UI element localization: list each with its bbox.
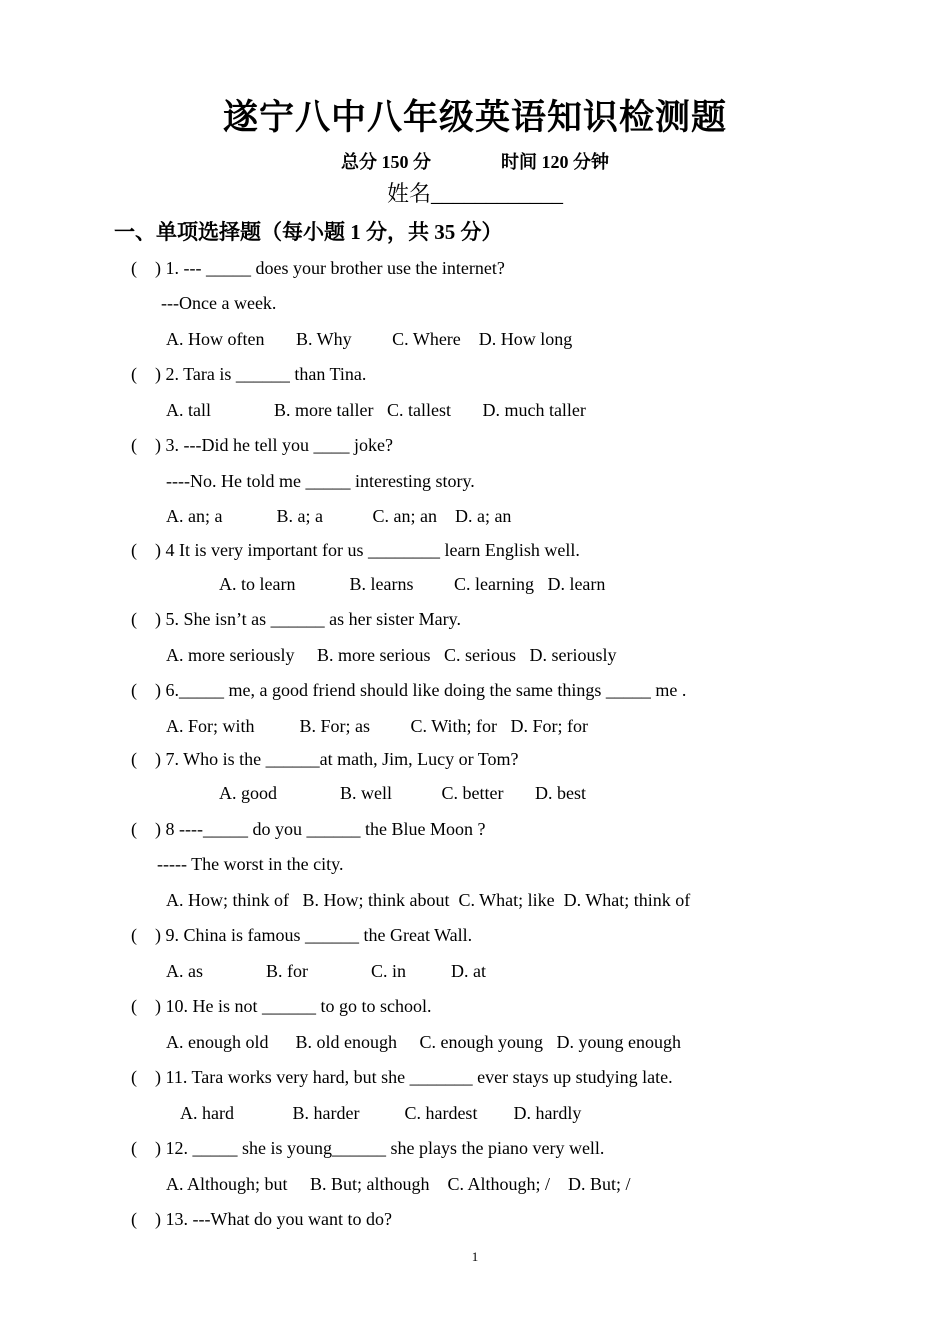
question-5-options: A. more seriously B. more serious C. serious D. seriously <box>166 645 617 665</box>
section-heading: 一、单项选择题（每小题 1 分，共 35 分） <box>114 220 503 244</box>
question-9-options: A. as B. for C. in D. at <box>166 961 486 981</box>
question-2-options: A. tall B. more taller C. tallest D. much taller <box>166 400 586 420</box>
question-3-stem: ( ) 3. ---Did he tell you ____ joke? <box>131 435 393 455</box>
exam-time: 时间 120 分钟 <box>501 152 609 172</box>
question-5-stem: ( ) 5. She isn’t as ______ as her sister Mary. <box>131 609 461 629</box>
question-11-stem: ( ) 11. Tara works very hard, but she _______ ever stays up studying late. <box>131 1067 673 1087</box>
exam-info <box>0 148 950 174</box>
question-10-stem: ( ) 10. He is not ______ to go to school. <box>131 996 432 1016</box>
page-number: 1 <box>471 1249 479 1264</box>
question-6-stem: ( ) 6._____ me, a good friend should like doing the same things _____ me . <box>131 680 687 700</box>
question-3-sub: ----No. He told me _____ interesting story. <box>166 471 475 491</box>
question-1-sub: ---Once a week. <box>161 293 277 313</box>
question-12-stem: ( ) 12. _____ she is young______ she plays the piano very well. <box>131 1138 605 1158</box>
name-field: 姓名____________ <box>386 181 563 206</box>
question-10-options: A. enough old B. old enough C. enough young D. young enough <box>166 1032 681 1052</box>
question-11-options: A. hard B. harder C. hardest D. hardly <box>180 1103 582 1123</box>
total-score: 总分 150 分 <box>341 152 431 172</box>
page-title: 遂宁八中八年级英语知识检测题 <box>222 98 727 137</box>
question-8-sub: ----- The worst in the city. <box>157 854 344 874</box>
question-2-stem: ( ) 2. Tara is ______ than Tina. <box>131 364 367 384</box>
question-7-stem: ( ) 7. Who is the ______at math, Jim, Lucy or Tom? <box>131 749 519 769</box>
question-12-options: A. Although; but B. But; although C. Although; / D. But; / <box>166 1174 631 1194</box>
question-6-options: A. For; with B. For; as C. With; for D. For; for <box>166 716 588 736</box>
question-3-options: A. an; a B. a; a C. an; an D. a; an <box>166 506 512 526</box>
question-4-stem: ( ) 4 It is very important for us ________ learn English well. <box>131 540 580 560</box>
question-8-stem: ( ) 8 ----_____ do you ______ the Blue Moon ? <box>131 819 486 839</box>
question-8-options: A. How; think of B. How; think about C. What; like D. What; think of <box>166 890 691 910</box>
question-1-options: A. How often B. Why C. Where D. How long <box>166 329 573 349</box>
question-7-options: A. good B. well C. better D. best <box>219 783 586 803</box>
question-9-stem: ( ) 9. China is famous ______ the Great Wall. <box>131 925 473 945</box>
question-13-stem: ( ) 13. ---What do you want to do? <box>131 1209 392 1229</box>
question-1-stem: ( ) 1. --- _____ does your brother use the internet? <box>131 258 505 278</box>
question-4-options: A. to learn B. learns C. learning D. learn <box>219 574 606 594</box>
